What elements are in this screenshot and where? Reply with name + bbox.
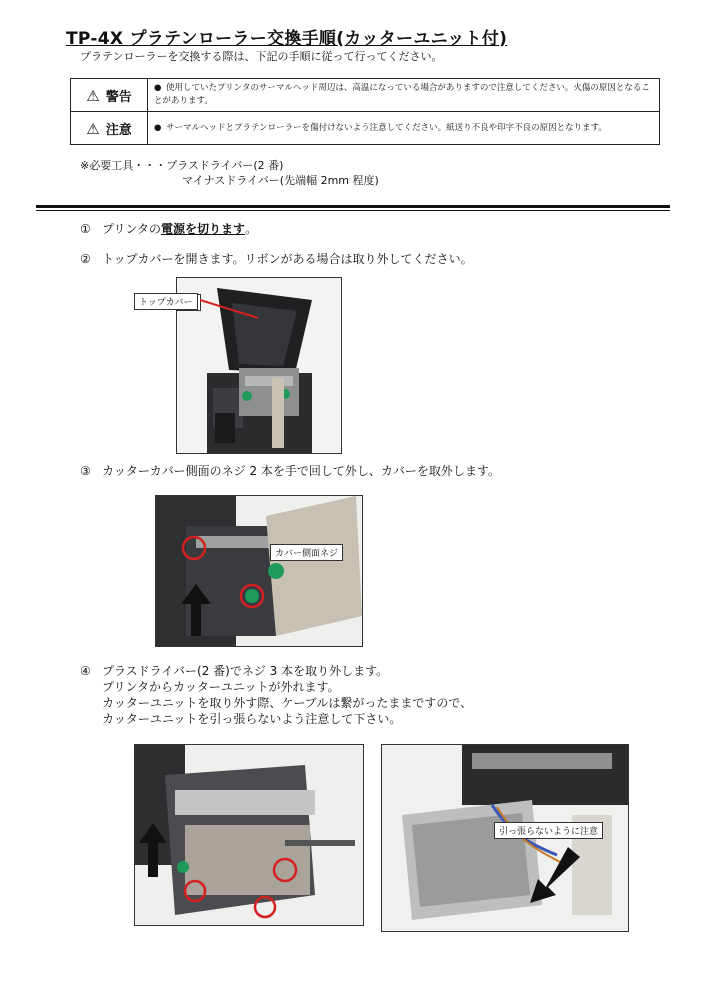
- step-line: カッターユニットを引っ張らないよう注意して下さい。: [102, 712, 402, 726]
- caution-label: 注意: [105, 122, 132, 138]
- tools-line-2: マイナスドライバー(先端幅 2mm 程度): [182, 174, 379, 187]
- warning-text: 使用していたプリンタのサーマルヘッド周辺は、高温になっている場合がありますので注意してください。火傷の原因となることがあります。: [154, 83, 650, 106]
- step-1: [80, 221, 257, 237]
- cutter-cover-illustration: [156, 496, 362, 646]
- warning-label: 警告: [105, 89, 132, 105]
- warning-row: [71, 79, 660, 112]
- warning-triangle-icon: ⚠: [86, 119, 100, 138]
- photo-cutter-cover-screws: [155, 495, 363, 647]
- step-emphasis: 電源を切ります: [161, 222, 246, 236]
- step-text: カッターカバー側面のネジ 2 本を手で回して外し、カバーを取外します。: [102, 464, 500, 478]
- step-text: プラスドライバー(2 番)でネジ 3 本を取り外します。: [102, 664, 389, 678]
- callout-side-screw: カバー側面ネジ: [270, 544, 343, 561]
- step-3: [80, 463, 500, 479]
- warning-label-cell: [71, 79, 148, 112]
- caution-text: サーマルヘッドとプラテンローラーを傷付けないよう注意してください。紙送り不良や印字不良の原因となります。: [166, 122, 607, 133]
- step-number: ②: [80, 252, 91, 266]
- warning-triangle-icon: ⚠: [86, 86, 100, 105]
- caution-text-cell: [148, 112, 660, 145]
- warning-table: [70, 78, 660, 145]
- step-number: ③: [80, 464, 91, 478]
- caution-label-cell: [71, 112, 148, 145]
- tools-line-1: ※必要工具・・・プラスドライバー(2 番): [80, 159, 284, 172]
- step-4: [80, 663, 472, 727]
- caution-row: [71, 112, 660, 145]
- required-tools: [80, 158, 379, 188]
- cutter-unit-screws-illustration: [135, 745, 363, 925]
- step-number: ④: [80, 664, 91, 678]
- bullet-icon: ●: [154, 122, 162, 133]
- divider-thin: [36, 210, 670, 211]
- divider-thick: [36, 205, 670, 208]
- callout-top-cover-label: トップカバー: [134, 293, 198, 310]
- callout-no-pull: 引っ張らないように注意: [494, 822, 603, 839]
- page-title: TP-4X プラテンローラー交換手順(カッターユニット付): [66, 29, 508, 49]
- page-subtitle: プラテンローラーを交換する際は、下記の手順に従って行ってください。: [80, 50, 443, 63]
- step-line: カッターユニットを取り外す際、ケーブルは繋がったままですので、: [102, 696, 473, 710]
- callout-pointer: [200, 298, 260, 322]
- step-2: [80, 251, 473, 267]
- step-line: プリンタからカッターユニットが外れます。: [102, 680, 340, 694]
- bullet-icon: ●: [154, 83, 162, 93]
- step-text-end: 。: [245, 222, 258, 236]
- step-number: ①: [80, 222, 91, 236]
- photo-remove-screws: [134, 744, 364, 926]
- step-text: トップカバーを開きます。リボンがある場合は取り外してください。: [102, 252, 473, 266]
- warning-text-cell: [148, 79, 660, 112]
- step-text: プリンタの: [102, 222, 162, 236]
